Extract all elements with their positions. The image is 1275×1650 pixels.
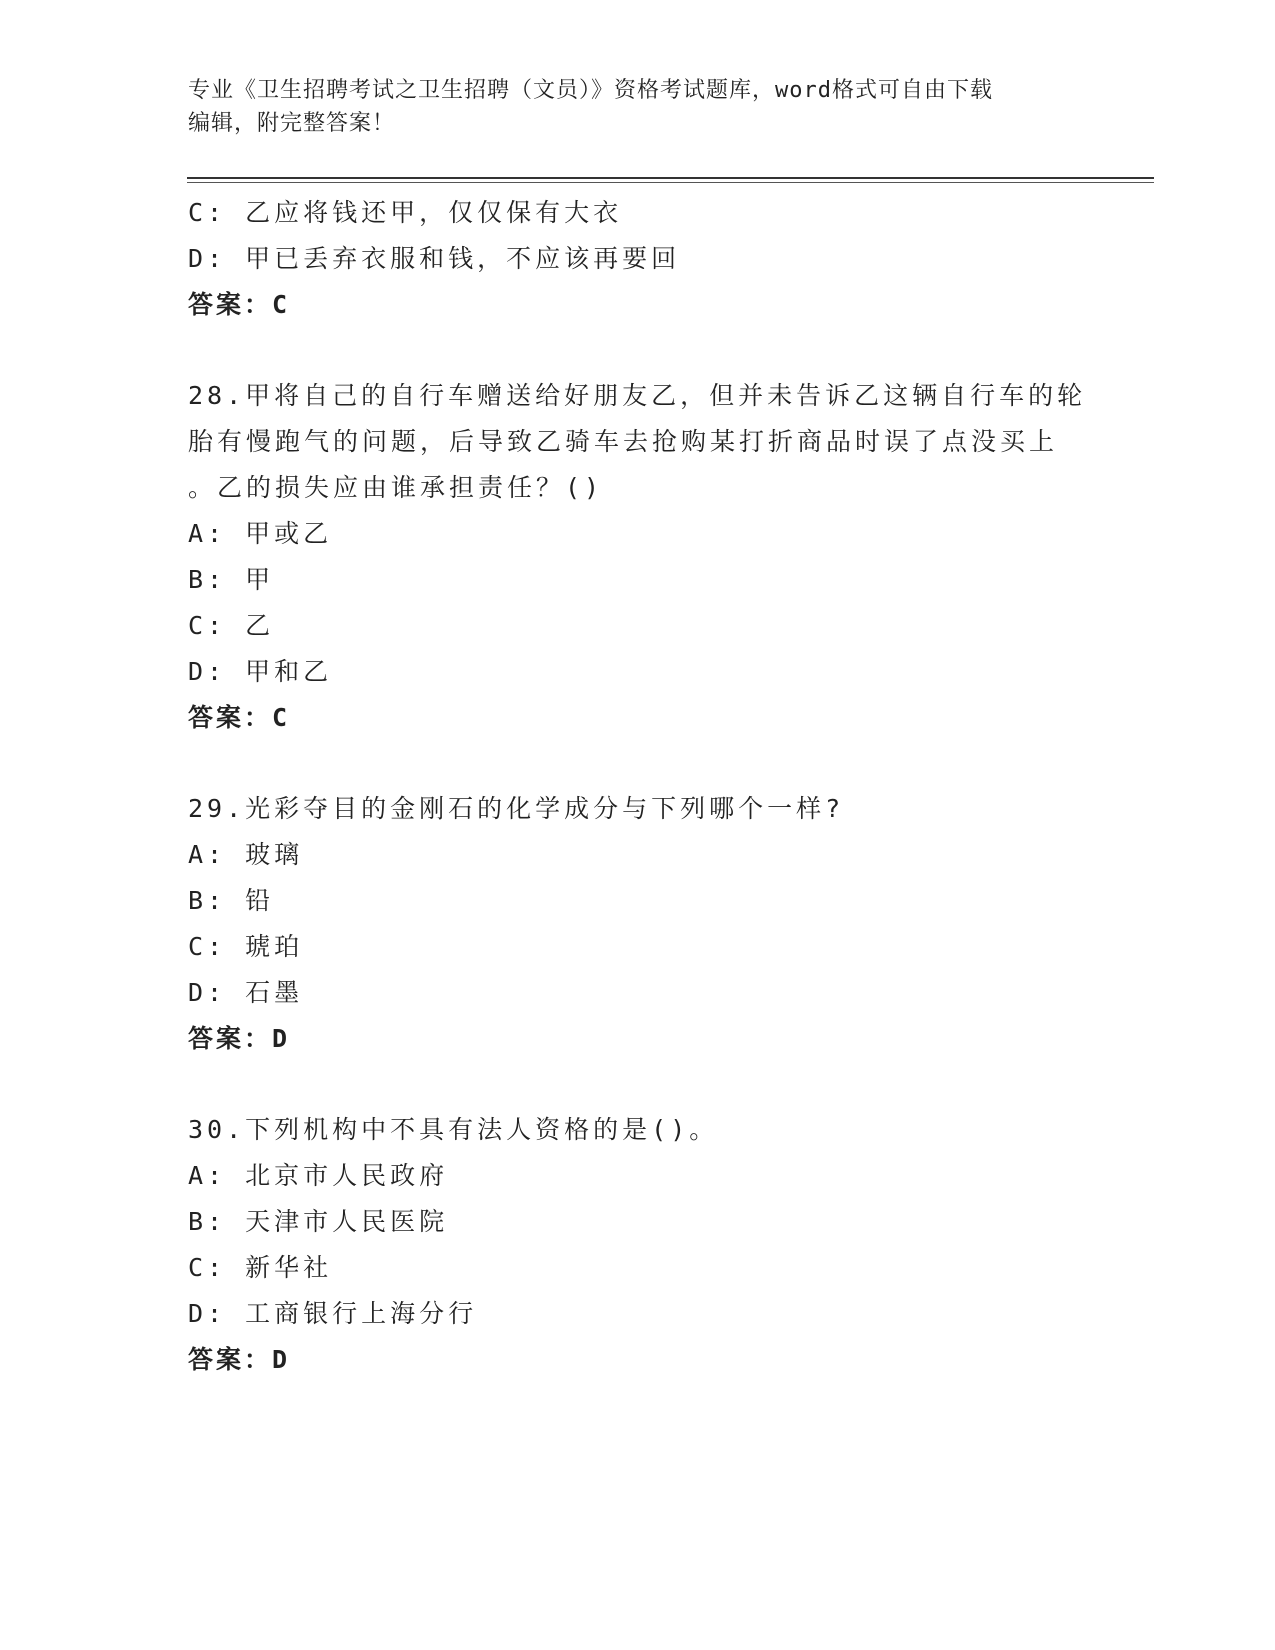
question-text: 。乙的损失应由谁承担责任？() [188,473,604,502]
option-b: B: 甲 [188,565,275,594]
option-b: B: 天津市人民医院 [188,1207,449,1236]
option-d: D: 甲已丢弃衣服和钱，不应该再要回 [188,244,681,273]
header-line-2: 编辑，附完整答案！ [188,111,396,136]
question-text: 28.甲将自己的自行车赠送给好朋友乙，但并未告诉乙这辆自行车的轮 [188,381,1087,410]
option-d: D: 石墨 [188,978,304,1007]
question-content [188,190,1088,1383]
answer: 答案：D [188,1345,291,1374]
option-c: C: 琥珀 [188,932,304,961]
question-30 [188,1107,1088,1383]
question-text: 29.光彩夺目的金刚石的化学成分与下列哪个一样? [188,794,845,823]
question-29 [188,786,1088,1062]
header-rule-thin [187,182,1154,183]
question-text: 胎有慢跑气的问题，后导致乙骑车去抢购某打折商品时误了点没买上 [188,427,1059,456]
option-a: A: 甲或乙 [188,519,333,548]
question-text: 30.下列机构中不具有法人资格的是()。 [188,1115,719,1144]
document-header [188,74,1088,140]
answer: 答案：C [188,703,291,732]
option-a: A: 北京市人民政府 [188,1161,449,1190]
option-c: C: 新华社 [188,1253,333,1282]
answer: 答案：D [188,1024,291,1053]
header-line-1: 专业《卫生招聘考试之卫生招聘（文员）》资格考试题库，word格式可自由下载 [188,78,993,103]
question-28 [188,373,1088,741]
option-a: A: 玻璃 [188,840,304,869]
option-b: B: 铅 [188,886,275,915]
option-d: D: 工商银行上海分行 [188,1299,478,1328]
answer: 答案：C [188,290,291,319]
option-d: D: 甲和乙 [188,657,333,686]
option-c: C: 乙 [188,611,275,640]
header-rule-thick [187,177,1154,179]
option-c: C: 乙应将钱还甲，仅仅保有大衣 [188,198,623,227]
